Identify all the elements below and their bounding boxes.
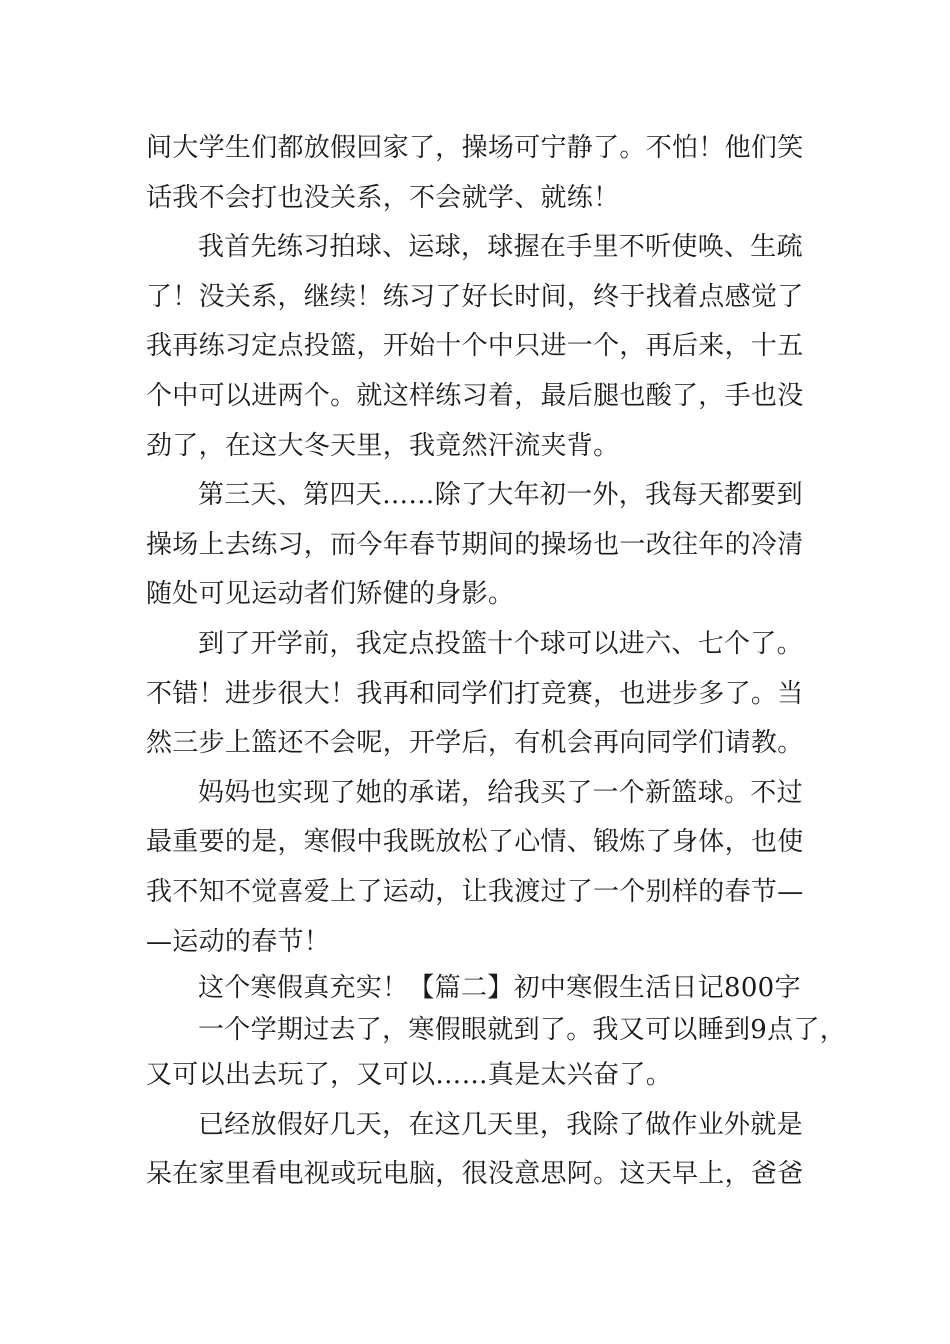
text-line: 一个学期过去了，寒假眼就到了。我又可以睡到9点了， xyxy=(198,1015,847,1046)
text-line: 我再练习定点投篮，开始十个中只进一个，再后来，十五 xyxy=(146,331,804,362)
text-line: 第三天、第四天……除了大年初一外，我每天都要到 xyxy=(198,480,803,511)
text-line: 妈妈也实现了她的承诺，给我买了一个新篮球。不过 xyxy=(198,777,803,808)
text-line: 劲了，在这大冬天里，我竟然汗流夹背。 xyxy=(146,430,620,461)
text-line: 然三步上篮还不会呢，开学后，有机会再向同学们请教。 xyxy=(146,728,804,759)
text-line: 操场上去练习，而今年春节期间的操场也一改往年的冷清 xyxy=(146,529,804,560)
text-line: 最重要的是，寒假中我既放松了心情、锻炼了身体，也使 xyxy=(146,827,804,858)
text-line: 这个寒假真充实！【篇二】初中寒假生活日记800字 xyxy=(198,973,801,1004)
document-body xyxy=(146,124,847,1200)
text-line: 不错！进步很大！我再和同学们打竞赛，也进步多了。当 xyxy=(146,678,804,709)
text-line: 我不知不觉喜爱上了运动，让我渡过了一个别样的春节— xyxy=(146,876,804,907)
text-line: 了！没关系，继续！练习了好长时间，终于找着点感觉了 xyxy=(146,281,804,312)
text-line: 已经放假好几天，在这几天里，我除了做作业外就是 xyxy=(198,1109,803,1140)
text-line: 随处可见运动者们矫健的身影。 xyxy=(146,579,515,610)
text-line: 到了开学前，我定点投篮十个球可以进六、七个了。 xyxy=(198,628,803,659)
text-line: 话我不会打也没关系，不会就学、就练！ xyxy=(146,182,620,213)
text-line: 间大学生们都放假回家了，操场可宁静了。不怕！他们笑 xyxy=(146,133,804,163)
text-line: 个中可以进两个。就这样练习着，最后腿也酸了，手也没 xyxy=(146,380,804,411)
text-line: 呆在家里看电视或玩电脑，很没意思阿。这天早上，爸爸 xyxy=(146,1159,804,1190)
text-line: 又可以出去玩了，又可以……真是太兴奋了。 xyxy=(146,1060,673,1091)
text-line: 我首先练习拍球、运球，球握在手里不听使唤、生疏 xyxy=(198,232,803,263)
text-line: —运动的春节！ xyxy=(146,926,331,957)
